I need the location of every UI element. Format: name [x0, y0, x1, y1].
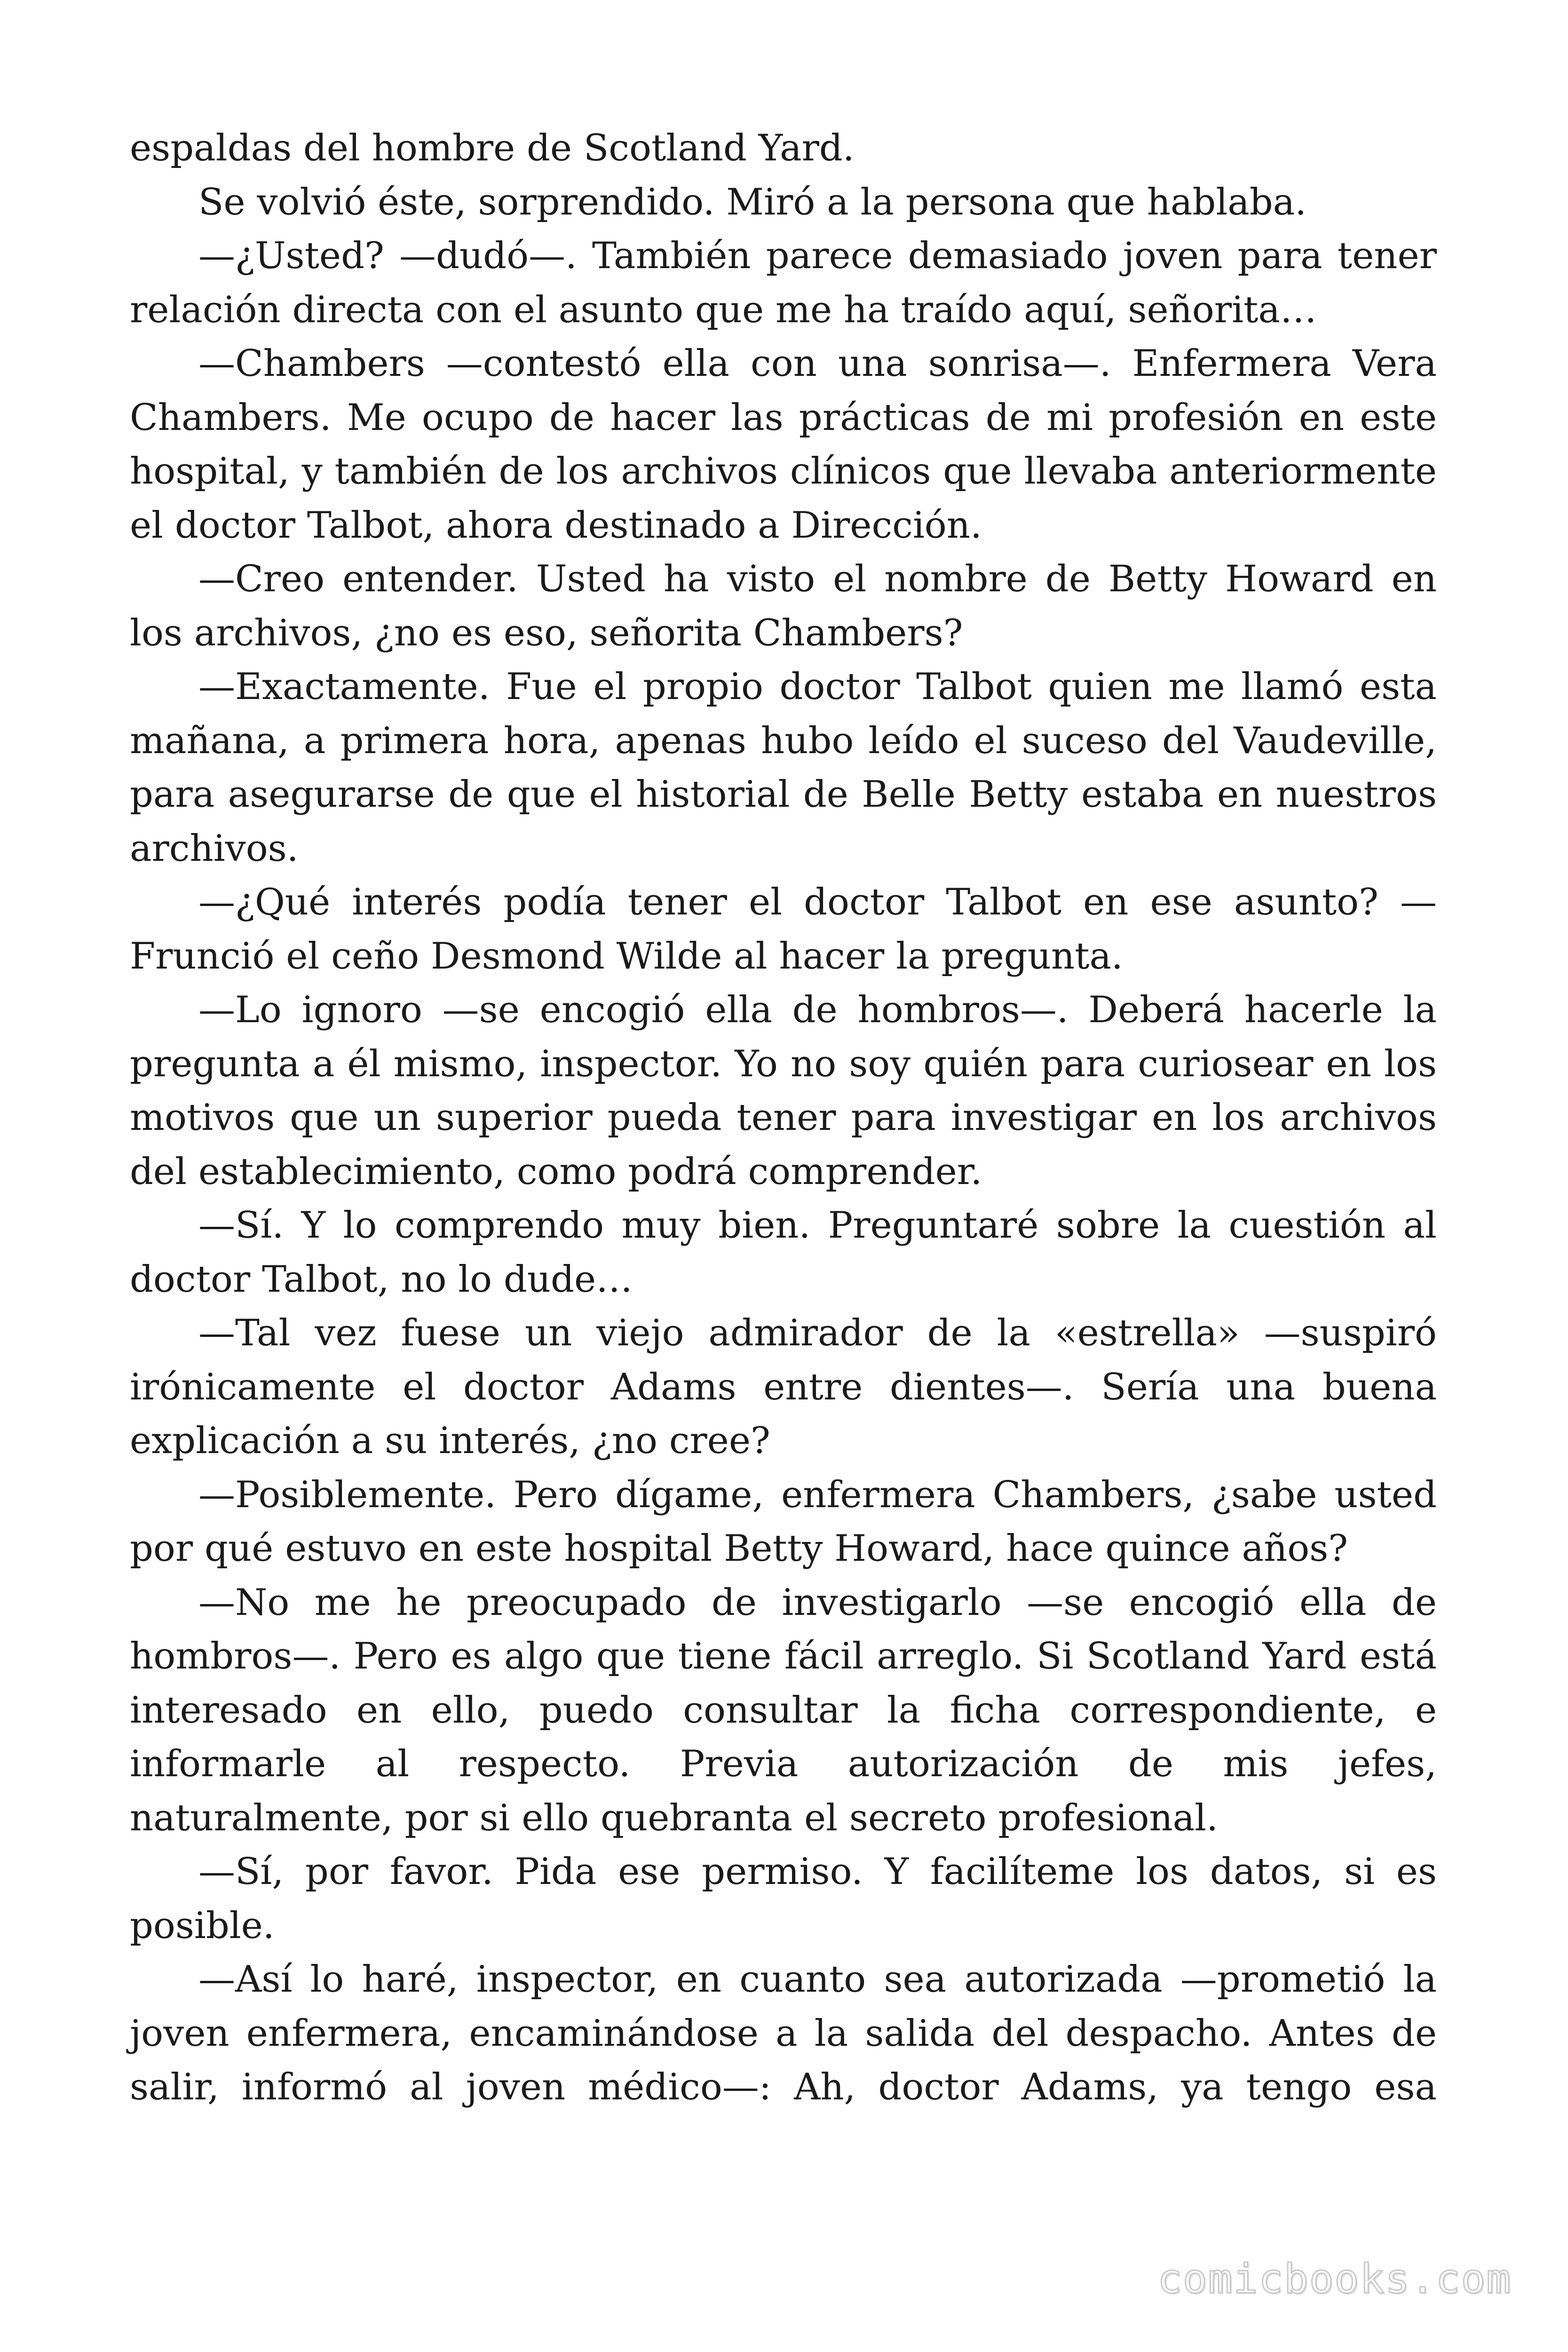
- paragraph: —Así lo haré, inspector, en cuanto sea autorizada —prometió la joven enfermera, encaminándose a la salida del despacho. Antes de salir, informó al joven médico—: Ah, doctor Adams, ya tengo esa: [130, 1958, 1437, 2108]
- paragraph: —Tal vez fuese un viejo admirador de la «estrella» —suspiró irónicamente el doctor Adams entre dientes—. Sería una buena explicación a su interés, ¿no cree?: [130, 1312, 1437, 1462]
- watermark: comicbooks.com: [1157, 2256, 1512, 2303]
- paragraph: —Posiblemente. Pero dígame, enfermera Chambers, ¿sabe usted por qué estuvo en este hospital Betty Howard, hace quince años?: [130, 1473, 1437, 1570]
- paragraph: —Sí. Y lo comprendo muy bien. Preguntaré sobre la cuestión al doctor Talbot, no lo dude…: [130, 1204, 1437, 1301]
- paragraph: —No me he preocupado de investigarlo —se encogió ella de hombros—. Pero es algo que tiene fácil arreglo. Si Scotland Yard está interesado en ello, puedo consultar la ficha correspondiente, e informarle al respecto. Previa autorización de mis jefes, naturalmente, por si ello quebranta el secreto profesional.: [130, 1581, 1437, 1839]
- paragraph: —¿Qué interés podía tener el doctor Talbot en ese asunto? —Frunció el ceño Desmond Wilde al hacer la pregunta.: [130, 881, 1437, 977]
- paragraph: —Sí, por favor. Pida ese permiso. Y facilíteme los datos, si es posible.: [130, 1851, 1437, 1947]
- paragraph: —Exactamente. Fue el propio doctor Talbot quien me llamó esta mañana, a primera hora, apenas hubo leído el suceso del Vaudeville, para asegurarse de que el historial de Belle Betty estaba en nuestros archivos.: [130, 666, 1437, 870]
- paragraph: Se volvió éste, sorprendido. Miró a la persona que hablaba.: [198, 181, 1307, 223]
- body-text: [130, 121, 1437, 2114]
- paragraph: —¿Usted? —dudó—. También parece demasiado joven para tener relación directa con el asunto que me ha traído aquí, señorita…: [130, 235, 1437, 331]
- paragraph: espaldas del hombre de Scotland Yard.: [130, 127, 855, 169]
- paragraph: —Chambers —contestó ella con una sonrisa—. Enfermera Vera Chambers. Me ocupo de hacer las prácticas de mi profesión en este hospital, y también de los archivos clínicos que llevaba anteriormente el doctor Talbot, ahora destinado a Dirección.: [130, 342, 1437, 547]
- paragraph: —Lo ignoro —se encogió ella de hombros—. Deberá hacerle la pregunta a él mismo, inspector. Yo no soy quién para curiosear en los motivos que un superior pueda tener para investigar en los archivos del establecimiento, como podrá comprender.: [130, 989, 1437, 1193]
- paragraph: —Creo entender. Usted ha visto el nombre de Betty Howard en los archivos, ¿no es eso, señorita Chambers?: [130, 558, 1437, 654]
